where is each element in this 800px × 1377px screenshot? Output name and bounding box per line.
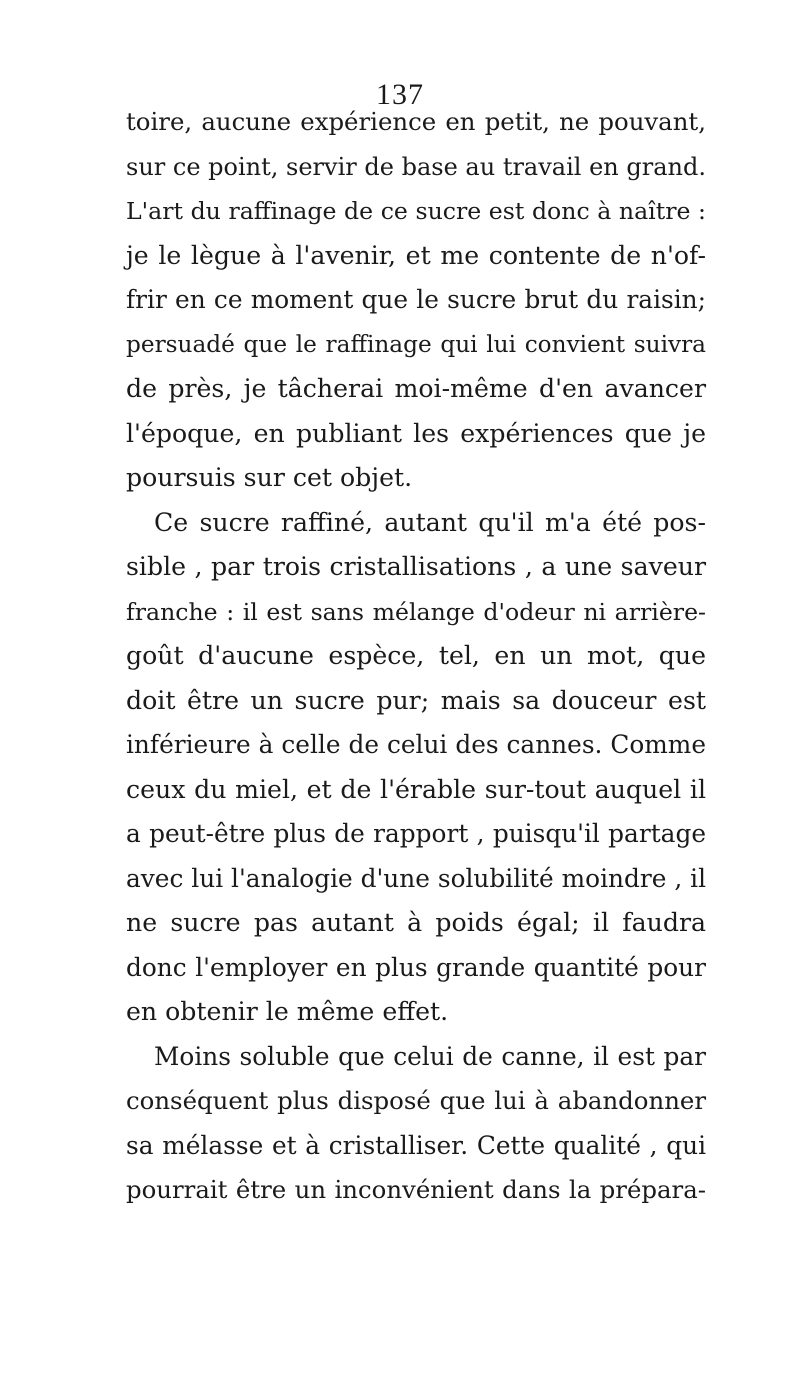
text-line: sible , par trois cristallisations , a une saveur [126, 552, 706, 581]
text-line: ne sucre pas autant à poids égal; il faudra [126, 908, 706, 937]
text-line: doit être un sucre pur; mais sa douceur est [126, 685, 706, 715]
text-line: sa mélasse et à cristalliser. Cette qualité , qui [126, 1130, 706, 1160]
text-line: de près, je tâcherai moi-même d'en avancer [126, 374, 706, 403]
text-line: franche : il est sans mélange d'odeur ni arrière- [126, 597, 706, 626]
text-line: persuadé que le raffinage qui lui convient suivra [126, 330, 706, 358]
text-line: l'époque, en publiant les expériences que je [126, 418, 706, 448]
text-line: en obtenir le même effet. [126, 997, 449, 1026]
text-line: donc l'employer en plus grande quantité pour [126, 952, 706, 982]
page-number: 137 [376, 78, 424, 111]
text-line: avec lui l'analogie d'une solubilité moindre , il [126, 863, 706, 893]
text-line: pourrait être un inconvénient dans la prépara- [126, 1175, 706, 1204]
text-line: inférieure à celle de celui des cannes. Comme [126, 730, 706, 759]
body-text [126, 100, 706, 1213]
text-line: conséquent plus disposé que lui à abandonner [126, 1086, 706, 1115]
text-line: L'art du raffinage de ce sucre est donc à naître : [126, 197, 706, 225]
text-line: a peut-être plus de rapport , puisqu'il partage [126, 819, 706, 848]
text-line: sur ce point, servir de base au travail en grand. [126, 152, 706, 181]
text-line: ceux du miel, et de l'érable sur-tout auquel il [126, 774, 706, 804]
text-line: goût d'aucune espèce, tel, en un mot, que [126, 641, 706, 670]
text-line: toire, aucune expérience en petit, ne pouvant, [126, 107, 706, 136]
text-line: Ce sucre raffiné, autant qu'il m'a été pos- [154, 507, 706, 537]
text-line: frir en ce moment que le sucre brut du raisin; [126, 285, 706, 314]
text-line: poursuis sur cet objet. [126, 463, 413, 492]
text-line: je le lègue à l'avenir, et me contente de n'of- [126, 240, 706, 270]
text-line: Moins soluble que celui de canne, il est par [154, 1041, 706, 1071]
